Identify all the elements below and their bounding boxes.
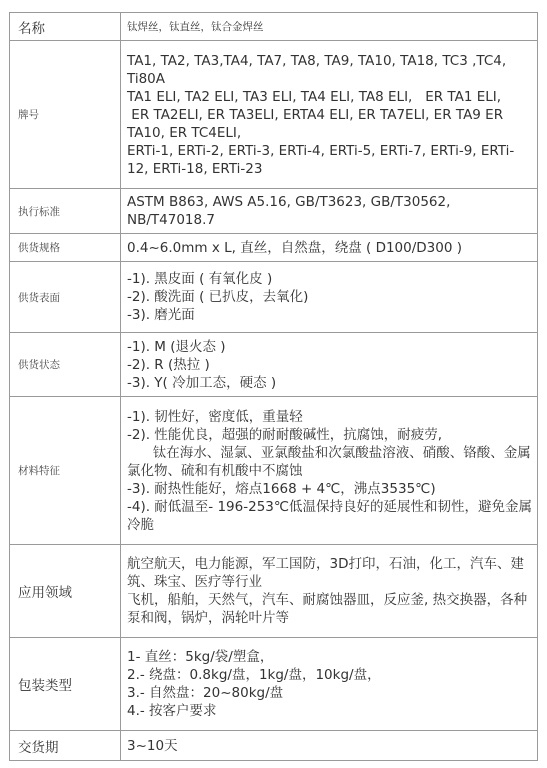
value-line: TA1, TA2, TA3,TA4, TA7, TA8, TA9, TA10, TA18, TC3 ,TC4, Ti80A xyxy=(127,52,511,87)
spec-row-name xyxy=(10,13,538,41)
row-label: 材料特征 xyxy=(10,397,121,545)
row-value xyxy=(121,545,538,638)
value-line: 1- 直丝：5kg/袋/塑盒， xyxy=(127,649,274,665)
value-line: 航空航天，电力能源，军工国防，3D打印，石油，化工，汽车、建筑、珠宝、医疗等行业 xyxy=(127,556,524,590)
value-line: ASTM B863, AWS A5.16, GB/T3623, GB/T30562, NB/T47018.7 xyxy=(127,194,455,228)
spec-table xyxy=(9,12,538,761)
row-value xyxy=(121,731,538,761)
row-label: 执行标准 xyxy=(10,189,121,234)
spec-row-standard xyxy=(10,189,538,234)
row-value xyxy=(121,397,538,545)
row-value xyxy=(121,189,538,234)
spec-row-spec xyxy=(10,234,538,262)
spec-row-features xyxy=(10,397,538,545)
value-line: 0.4~6.0mm x L, 直丝，自然盘，绕盘 ( D100/D300 ) xyxy=(127,239,463,256)
row-value xyxy=(121,41,538,189)
spec-row-grade xyxy=(10,41,538,189)
value-line: 钛在海水、湿氯、亚氯酸盐和次氯酸盐溶液、硝酸、铬酸、金属氯化物、硫和有机酸中不腐蚀 xyxy=(127,444,531,479)
row-label: 牌号 xyxy=(10,41,121,189)
value-line: -1). M (退火态 ) xyxy=(127,338,226,355)
spec-row-surface xyxy=(10,262,538,333)
value-line: -3). 耐热性能好，熔点1668 + 4℃，沸点3535℃) xyxy=(127,480,436,497)
value-line: 钛焊丝，钛直丝，钛合金焊丝 xyxy=(127,21,264,33)
row-label: 供货表面 xyxy=(10,262,121,333)
value-line: -3). 磨光面 xyxy=(127,307,195,323)
value-line: -1). 黑皮面 ( 有氧化皮 ) xyxy=(127,271,273,287)
row-label: 供货状态 xyxy=(10,333,121,397)
value-line: -2). R (热拉 ) xyxy=(127,356,210,373)
row-label: 包装类型 xyxy=(10,638,121,731)
row-label: 应用领域 xyxy=(10,545,121,638)
row-label: 交货期 xyxy=(10,731,121,761)
value-line: ERTi-1, ERTi-2, ERTi-3, ERTi-4, ERTi-5, ERTi-7, ERTi-9, ERTi-12, ERTi-18, ERTi-23 xyxy=(127,142,515,177)
value-line: 2.- 绕盘：0.8kg/盘，1kg/盘，10kg/盘， xyxy=(127,667,381,683)
row-value xyxy=(121,234,538,262)
value-line: -2). 酸洗面 ( 已扒皮，去氧化) xyxy=(127,289,309,305)
row-label: 供货规格 xyxy=(10,234,121,262)
value-line: 3.- 自然盘：20~80kg/盘 xyxy=(127,685,284,701)
value-line: -2). 性能优良，超强的耐耐酸碱性，抗腐蚀，耐疲劳, xyxy=(127,426,443,443)
spec-row-application xyxy=(10,545,538,638)
row-label: 名称 xyxy=(10,13,121,41)
row-value xyxy=(121,13,538,41)
row-value xyxy=(121,333,538,397)
row-value xyxy=(121,262,538,333)
value-line: 飞机，船舶，天然气，汽车、耐腐蚀器皿，反应釜, 热交换器，各种泵和阀，锅炉，涡轮叶片等 xyxy=(127,592,528,626)
spec-row-delivery xyxy=(10,731,538,761)
value-line: TA1 ELI, TA2 ELI, TA3 ELI, TA4 ELI, TA8 ELI, ER TA1 ELI, xyxy=(127,88,502,105)
value-line: ER TA2ELI, ER TA3ELI, ERTA4 ELI, ER TA7ELI, ER TA9 ER TA10, ER TC4ELI, xyxy=(127,106,508,141)
row-value xyxy=(121,638,538,731)
value-line: -4). 耐低温至- 196-253℃低温保持良好的延展性和韧性，避免金属冷脆 xyxy=(127,498,533,533)
spec-row-condition xyxy=(10,333,538,397)
value-line: 4.- 按客户要求 xyxy=(127,703,217,719)
spec-table-body xyxy=(10,13,538,761)
spec-row-packaging xyxy=(10,638,538,731)
value-line: -3). Y( 冷加工态，硬态 ) xyxy=(127,374,277,391)
value-line: -1). 韧性好，密度低，重量轻 xyxy=(127,408,303,425)
value-line: 3~10天 xyxy=(127,737,178,754)
